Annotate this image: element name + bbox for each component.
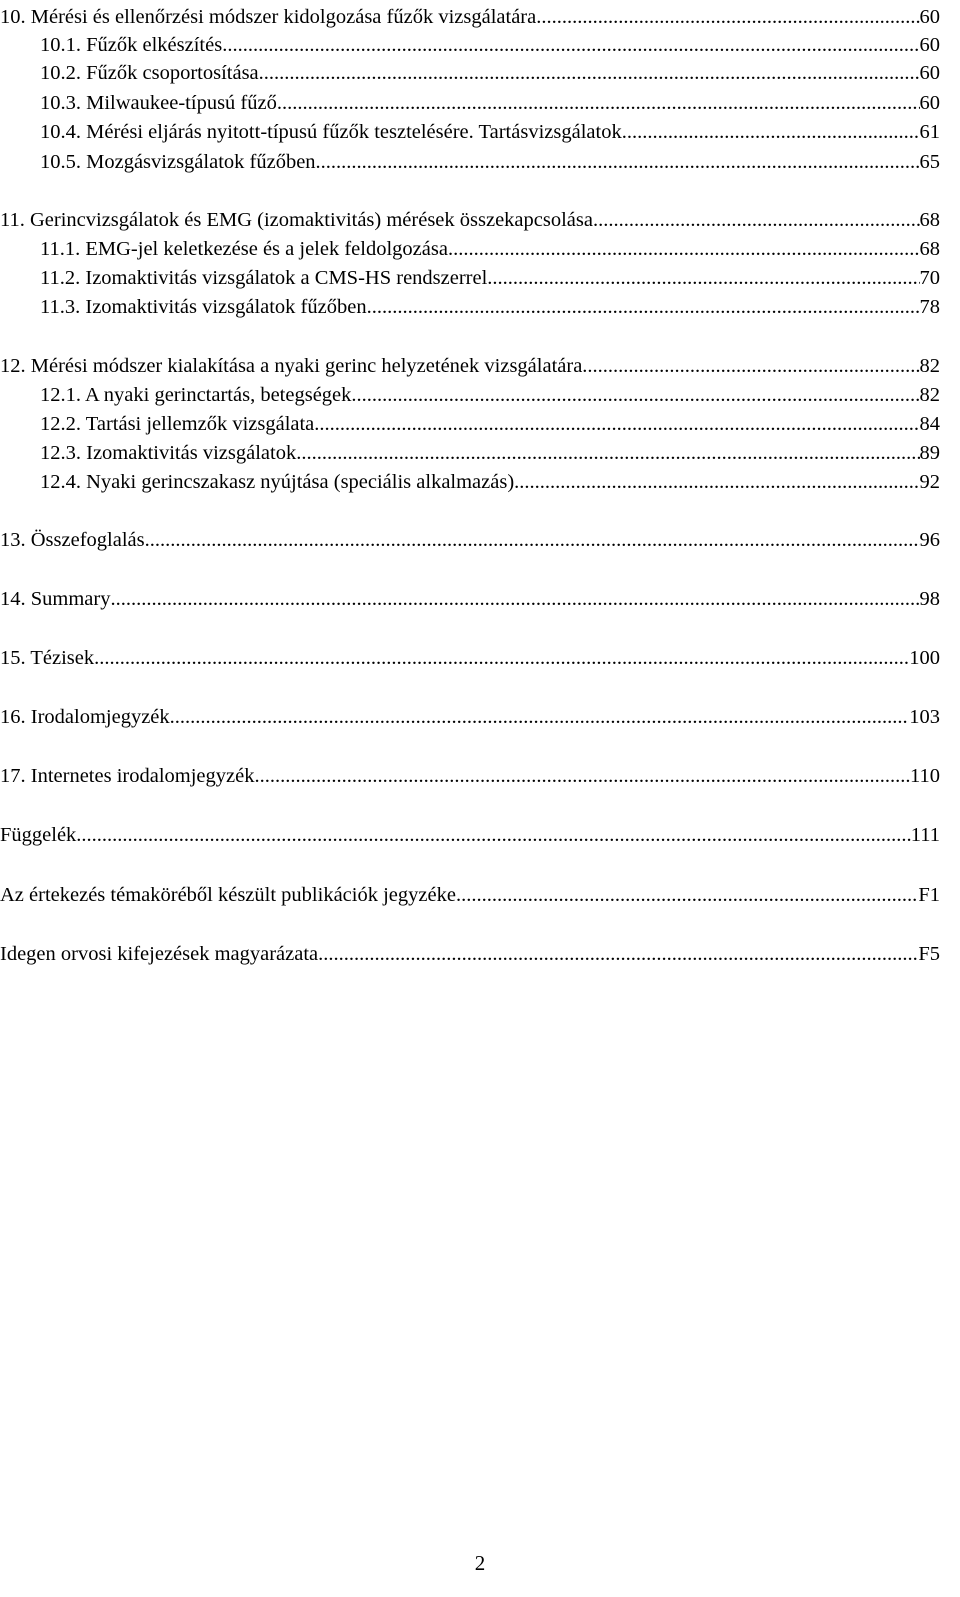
toc-entry-page: 60 xyxy=(919,62,940,84)
dot-leader xyxy=(259,58,920,88)
dot-leader xyxy=(622,117,920,147)
toc-entry-publikaciok[interactable] xyxy=(0,880,940,910)
toc-entry-title: 10.2. Fűzők csoportosítása xyxy=(40,62,259,84)
toc-entry-page: 110 xyxy=(910,765,940,787)
toc-entry-fuggelek[interactable] xyxy=(0,820,940,850)
toc-entry-title: 15. Tézisek xyxy=(0,647,95,669)
dot-leader xyxy=(514,467,919,497)
dot-leader xyxy=(145,525,920,555)
toc-entry-title: 14. Summary xyxy=(0,588,111,610)
toc-entry-page: 82 xyxy=(919,384,940,406)
dot-leader xyxy=(222,30,919,60)
toc-entry-title: 12.2. Tartási jellemzők vizsgálata xyxy=(40,413,315,435)
toc-entry-page: 89 xyxy=(919,442,940,464)
toc-entry-page: 68 xyxy=(919,209,940,231)
toc-entry-title: Függelék xyxy=(0,824,77,846)
toc-entry-11[interactable] xyxy=(0,205,940,235)
toc-entry-page: 96 xyxy=(919,529,940,551)
toc-entry-10-4[interactable] xyxy=(40,117,940,147)
dot-leader xyxy=(94,643,909,673)
toc-entry-page: 78 xyxy=(919,296,940,318)
dot-leader xyxy=(296,438,919,468)
toc-entry-kifejezesek[interactable] xyxy=(0,939,940,969)
toc-entry-14[interactable] xyxy=(0,584,940,614)
toc-entry-15[interactable] xyxy=(0,643,940,673)
dot-leader xyxy=(318,939,918,969)
toc-entry-title: Az értekezés témaköréből készült publikációk jegyzéke xyxy=(0,884,456,906)
toc-entry-10-5[interactable] xyxy=(40,147,940,177)
toc-entry-11-3[interactable] xyxy=(40,292,940,322)
toc-entry-12[interactable] xyxy=(0,351,940,381)
toc-entry-10[interactable] xyxy=(0,2,940,32)
toc-entry-title: 11.1. EMG-jel keletkezése és a jelek feldolgozása xyxy=(40,238,448,260)
toc-entry-title: 10.3. Milwaukee-típusú fűző xyxy=(40,92,277,114)
toc-entry-title: 12.4. Nyaki gerincszakasz nyújtása (speciális alkalmazás) xyxy=(40,471,515,493)
dot-leader xyxy=(448,234,920,264)
dot-leader xyxy=(254,761,910,791)
toc-entry-page: 100 xyxy=(909,647,940,669)
dot-leader xyxy=(316,147,920,177)
toc-entry-page: 82 xyxy=(919,355,940,377)
toc-entry-13[interactable] xyxy=(0,525,940,555)
toc-entry-page: 98 xyxy=(919,588,940,610)
toc-entry-16[interactable] xyxy=(0,702,940,732)
toc-entry-title: 11.2. Izomaktivitás vizsgálatok a CMS-HS rendszerrel xyxy=(40,267,488,289)
toc-entry-title: 17. Internetes irodalomjegyzék xyxy=(0,765,255,787)
toc-entry-page: 61 xyxy=(919,121,940,143)
dot-leader xyxy=(76,820,910,850)
toc-entry-page: 60 xyxy=(919,92,940,114)
toc-entry-title: 11. Gerincvizsgálatok és EMG (izomaktivitás) mérések összekapcsolása xyxy=(0,209,593,231)
toc-entry-10-3[interactable] xyxy=(40,88,940,118)
toc-entry-page: 65 xyxy=(919,151,940,173)
dot-leader xyxy=(367,292,920,322)
toc-entry-title: 10.1. Fűzők elkészítés xyxy=(40,34,223,56)
toc-entry-title: 10.4. Mérési eljárás nyitott-típusú fűzők tesztelésére. Tartásvizsgálatok xyxy=(40,121,622,143)
toc-entry-page: 84 xyxy=(919,413,940,435)
dot-leader xyxy=(314,409,919,439)
toc-entry-title: 10. Mérési és ellenőrzési módszer kidolgozása fűzők vizsgálatára xyxy=(0,6,537,28)
toc-entry-12-4[interactable] xyxy=(40,467,940,497)
toc-entry-12-3[interactable] xyxy=(40,438,940,468)
toc-entry-page: 68 xyxy=(919,238,940,260)
toc-entry-10-1[interactable] xyxy=(40,30,940,60)
dot-leader xyxy=(277,88,920,118)
toc-entry-title: 12.3. Izomaktivitás vizsgálatok xyxy=(40,442,297,464)
dot-leader xyxy=(582,351,919,381)
toc-entry-title: Idegen orvosi kifejezések magyarázata xyxy=(0,943,319,965)
toc-entry-page: F1 xyxy=(918,884,940,906)
toc-entry-page: 103 xyxy=(909,706,940,728)
dot-leader xyxy=(351,380,919,410)
toc-entry-12-1[interactable] xyxy=(40,380,940,410)
toc-entry-title: 13. Összefoglalás xyxy=(0,529,145,551)
toc-entry-title: 12.1. A nyaki gerinctartás, betegségek xyxy=(40,384,352,406)
toc-entry-11-1[interactable] xyxy=(40,234,940,264)
toc-entry-17[interactable] xyxy=(0,761,940,791)
toc-entry-page: 60 xyxy=(919,6,940,28)
dot-leader xyxy=(110,584,919,614)
dot-leader xyxy=(536,2,919,32)
toc-entry-title: 11.3. Izomaktivitás vizsgálatok fűzőben xyxy=(40,296,367,318)
toc-entry-page: 111 xyxy=(910,824,940,846)
page-number: 2 xyxy=(474,1551,486,1575)
toc-entry-title: 12. Mérési módszer kialakítása a nyaki gerinc helyzetének vizsgálatára xyxy=(0,355,583,377)
toc-entry-page: 70 xyxy=(919,267,940,289)
toc-entry-page: 60 xyxy=(919,34,940,56)
toc-entry-page: F5 xyxy=(918,943,940,965)
toc-entry-12-2[interactable] xyxy=(40,409,940,439)
dot-leader xyxy=(456,880,918,910)
toc-entry-page: 92 xyxy=(919,471,940,493)
toc-entry-11-2[interactable] xyxy=(40,263,940,293)
toc-entry-title: 16. Irodalomjegyzék xyxy=(0,706,170,728)
dot-leader xyxy=(593,205,920,235)
toc-entry-10-2[interactable] xyxy=(40,58,940,88)
dot-leader xyxy=(170,702,910,732)
toc-entry-title: 10.5. Mozgásvizsgálatok fűzőben xyxy=(40,151,316,173)
dot-leader xyxy=(487,263,919,293)
